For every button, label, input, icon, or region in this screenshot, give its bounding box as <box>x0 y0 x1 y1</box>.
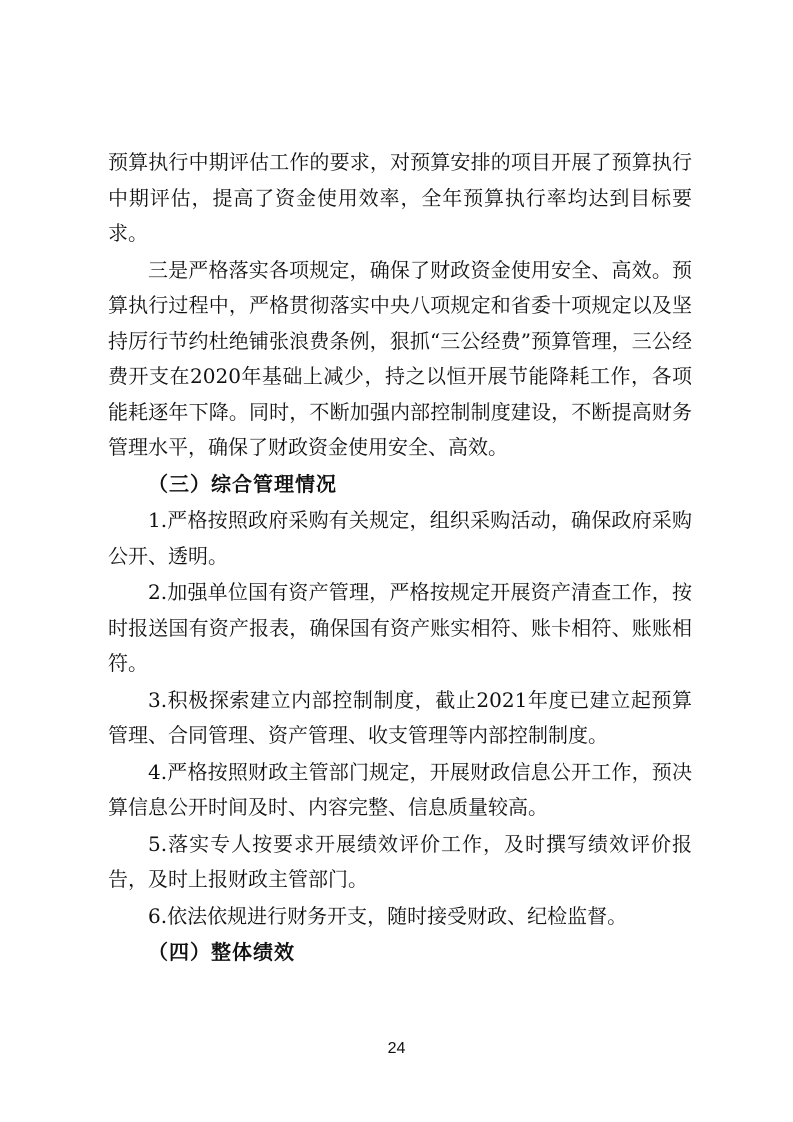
page-number: 24 <box>387 1040 406 1057</box>
list-item-internal-control: 3.积极探索建立内部控制制度，截止2021年度已建立起预算管理、合同管理、资产管理、收支管理等内部控制制度。 <box>108 687 692 747</box>
document-body <box>108 145 692 972</box>
list-item-asset-management: 2.加强单位国有资产管理，严格按规定开展资产清查工作，按时报送国有资产报表，确保国有资产账实相符、账卡相符、账账相符。 <box>108 580 692 675</box>
section-heading-comprehensive-management: （三）综合管理情况 <box>148 471 337 496</box>
paragraph-strict-regulations: 三是严格落实各项规定，确保了财政资金使用安全、高效。预算执行过程中，严格贯彻落实中央八项规定和省委十项规定以及坚持厉行节约杜绝铺张浪费条例，狠抓“三公经费”预算管理，三公经费开支在2020年基础上减少，持之以恒开展节能降耗工作，各项能耗逐年下降。同时，不断加强内部控制制度建设，不断提高财务管理水平，确保了财政资金使用安全、高效。 <box>108 257 692 459</box>
list-item-procurement: 1.严格按照政府采购有关规定，组织采购活动，确保政府采购公开、透明。 <box>108 508 692 568</box>
list-item-information-disclosure: 4.严格按照财政主管部门规定，开展财政信息公开工作，预决算信息公开时间及时、内容完整、信息质量较高。 <box>108 759 692 819</box>
list-item-performance-evaluation: 5.落实专人按要求开展绩效评价工作，及时撰写绩效评价报告，及时上报财政主管部门。 <box>108 831 692 891</box>
paragraph-budget-evaluation: 预算执行中期评估工作的要求，对预算安排的项目开展了预算执行中期评估，提高了资金使用效率，全年预算执行率均达到目标要求。 <box>108 150 692 245</box>
section-heading-overall-performance: （四）整体绩效 <box>148 940 295 964</box>
list-item-financial-expenditure: 6.依法依规进行财务开支，随时接受财政、纪检监督。 <box>148 903 628 928</box>
